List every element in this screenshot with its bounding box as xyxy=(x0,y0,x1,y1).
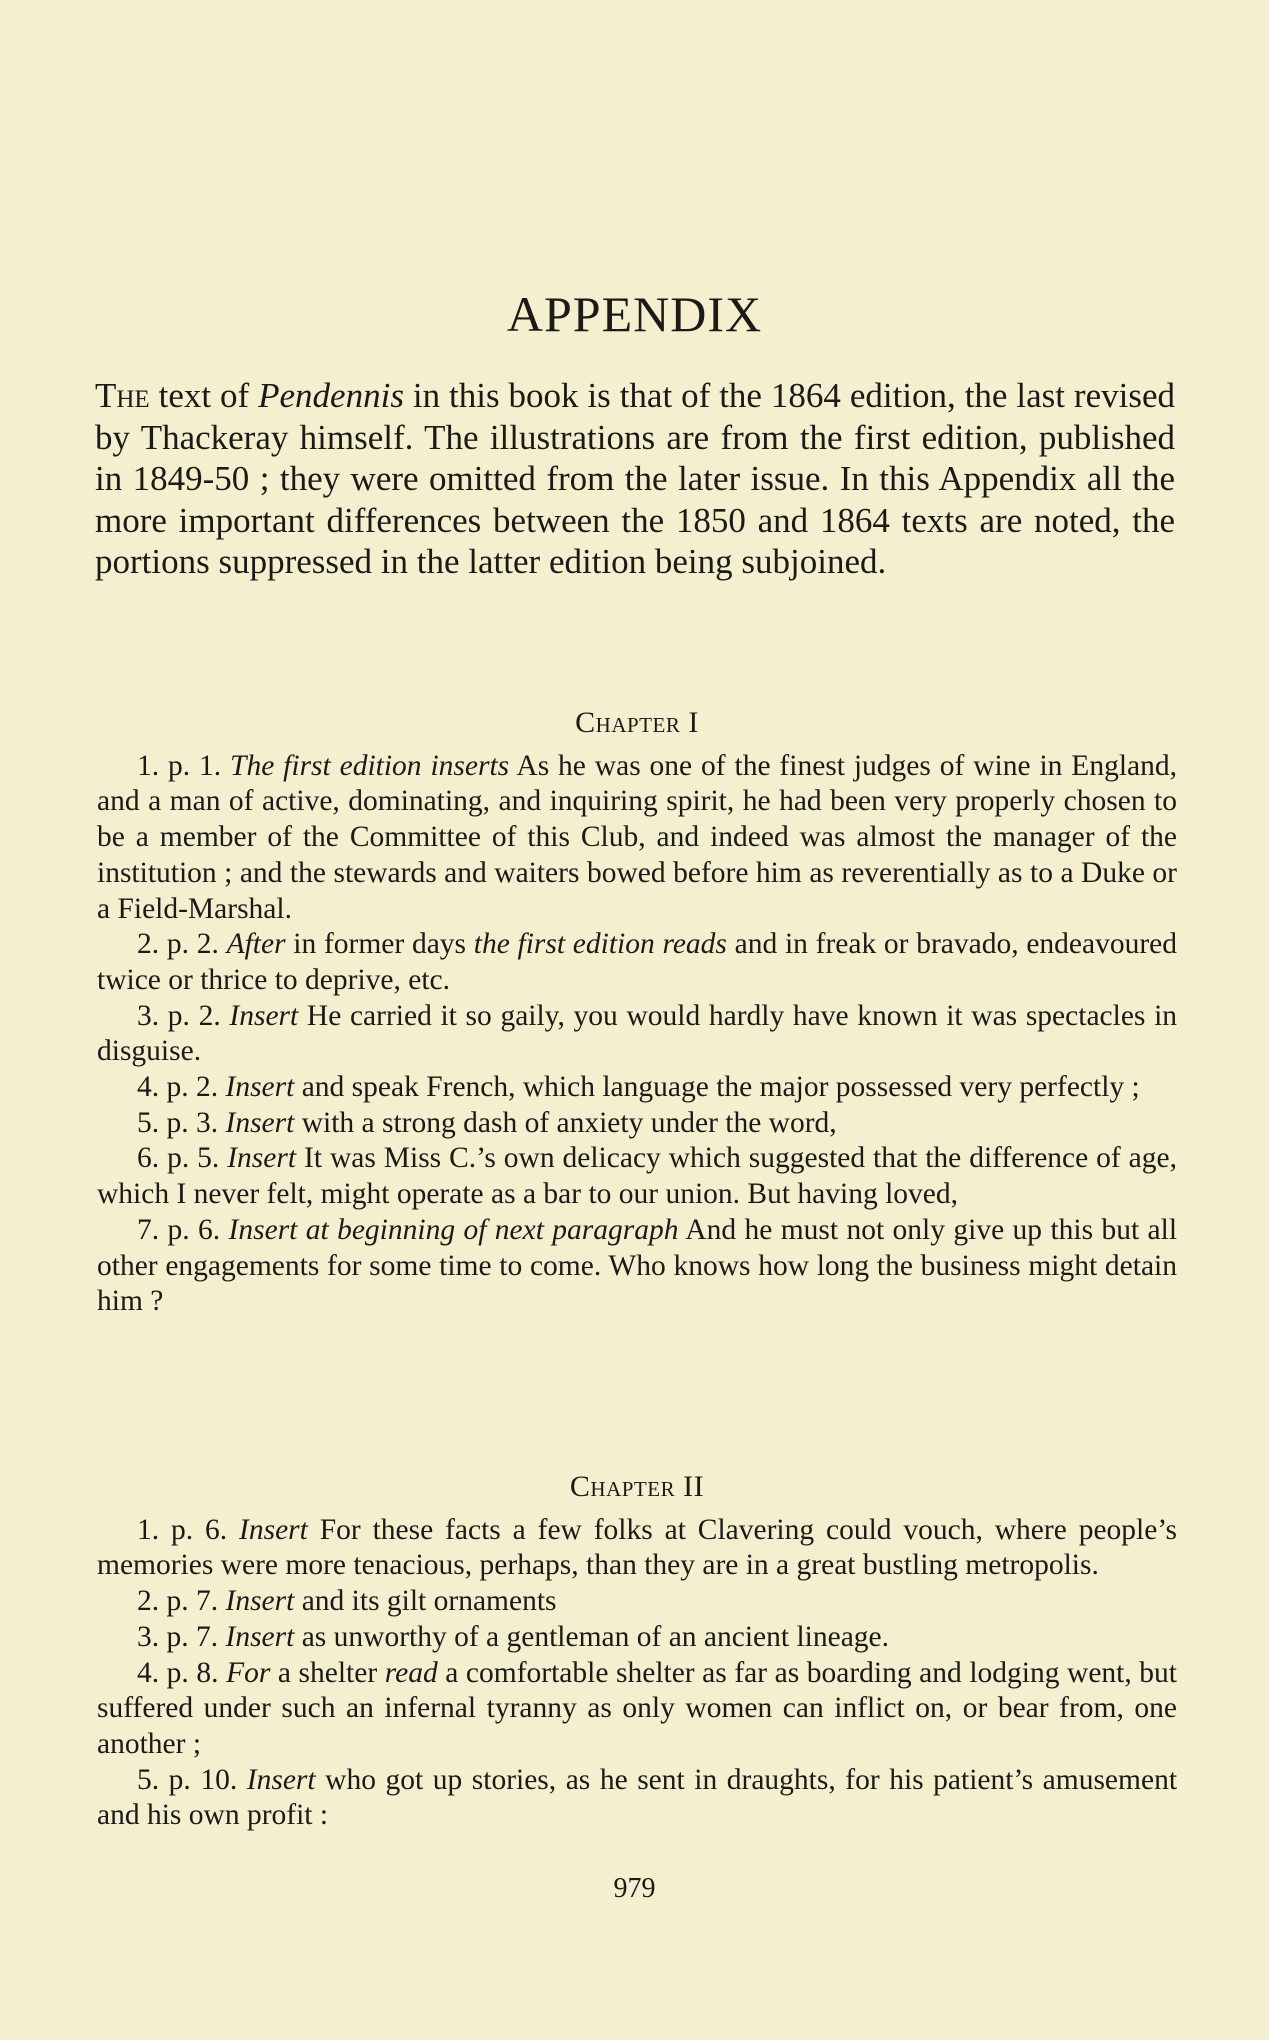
note-item xyxy=(97,1763,1177,1834)
note-instruction: Insert xyxy=(227,1142,297,1175)
chapter-heading: Chapter I xyxy=(575,706,699,739)
note-text: with a strong dash of anxiety under the word, xyxy=(294,1106,837,1139)
note-ref: 5. p. 10. xyxy=(137,1763,238,1796)
note-ref: 5. p. 3. xyxy=(137,1106,219,1139)
note-ref: 2. p. 2. xyxy=(137,928,219,961)
intro-text-1: text of xyxy=(149,376,259,415)
note-item xyxy=(97,1513,1177,1584)
note-ref: 6. p. 5. xyxy=(137,1142,220,1175)
intro-text-2: in this book is that of the 1864 edition, the last revised by Thackeray himself. The illustrations are from the first edition, published in 1849-50 ; they were omitted from the later issue. In this Appendix all the more important differences between the 1850 and 1864 texts are noted, the portions suppressed in the latter edition being subjoined. xyxy=(95,376,1175,581)
note-instruction: After xyxy=(226,928,286,961)
note-instruction: Insert xyxy=(225,1106,295,1139)
note-item xyxy=(97,1620,1177,1656)
note-text: as unworthy of a gentleman of an ancient lineage. xyxy=(294,1620,890,1653)
note-ref: 1. p. 6. xyxy=(137,1513,228,1546)
chapter-2-section xyxy=(97,1469,1177,1834)
note-item xyxy=(97,999,1177,1070)
note-text: and speak French, which language the major possessed very perfectly ; xyxy=(294,1071,1140,1104)
note-text: a comfortable shelter as far as boarding and lodging went, but suffered under such an infernal tyranny as only women can inflict on, or bear from, one another ; xyxy=(97,1656,1177,1760)
note-instruction: For xyxy=(226,1656,271,1689)
note-ref: 7. p. 6. xyxy=(137,1213,221,1246)
chapter-1-section xyxy=(97,705,1177,1320)
note-text: a shelter xyxy=(270,1656,385,1689)
note-instruction: read xyxy=(384,1656,438,1689)
note-ref: 3. p. 2. xyxy=(137,999,221,1032)
note-item xyxy=(97,1106,1177,1142)
intro-lead-word: The xyxy=(95,376,150,415)
book-title: Pendennis xyxy=(258,376,404,415)
note-instruction: The first edition inserts xyxy=(230,749,510,782)
note-instruction: Insert xyxy=(229,999,299,1032)
note-item xyxy=(97,927,1177,998)
note-instruction: Insert at beginning of next paragraph xyxy=(228,1213,679,1246)
note-instruction: Insert xyxy=(225,1620,295,1653)
note-text: in former days xyxy=(285,928,474,961)
note-item xyxy=(97,749,1177,928)
note-instruction: Insert xyxy=(246,1763,316,1796)
note-item xyxy=(97,1656,1177,1763)
note-text: who got up stories, as he sent in draughts, for his patient’s amusement and his own profit : xyxy=(97,1763,1178,1832)
note-item xyxy=(97,1213,1177,1320)
note-instruction: Insert xyxy=(239,1513,308,1546)
note-text: For these facts a few folks at Clavering could vouch, where people’s memories were more tenacious, perhaps, than they are in a great bustling metropolis. xyxy=(97,1513,1178,1582)
note-text: and in freak or bravado, endeavoured twice or thrice to deprive, etc. xyxy=(97,928,1178,996)
note-item xyxy=(97,1141,1177,1212)
page-title: APPENDIX xyxy=(506,286,763,342)
intro-paragraph xyxy=(95,375,1175,583)
note-text: As he was one of the finest judges of wine in England, and a man of active, dominating, and inquiring spirit, he had been very properly chosen to be a member of the Committee of this Club, and indeed was almost the manager of the institution ; and the stewards and waiters bowed before him as reverentially as to a Duke or a Field-Marshal. xyxy=(97,749,1177,925)
note-instruction: Insert xyxy=(225,1585,295,1618)
page-number: 979 xyxy=(613,1873,656,1904)
note-ref: 2. p. 7. xyxy=(137,1585,219,1618)
chapter-heading: Chapter II xyxy=(569,1470,705,1503)
note-ref: 4. p. 8. xyxy=(137,1656,219,1689)
note-ref: 4. p. 2. xyxy=(137,1071,219,1104)
note-instruction: the first edition reads xyxy=(473,928,727,961)
note-item xyxy=(97,1070,1177,1106)
note-text: He carried it so gaily, you would hardly have known it was spectacles in disguise. xyxy=(97,999,1178,1068)
note-ref: 3. p. 7. xyxy=(137,1620,219,1653)
note-item xyxy=(97,1584,1177,1620)
note-text: And he must not only give up this but all other engagements for some time to come. Who knows how long the business might detain him ? xyxy=(97,1213,1178,1318)
note-ref: 1. p. 1. xyxy=(137,749,222,782)
note-text: It was Miss C.’s own delicacy which suggested that the difference of age, which I never felt, might operate as a bar to our union. But having loved, xyxy=(97,1142,1177,1211)
note-text: and its gilt ornaments xyxy=(294,1585,557,1618)
note-instruction: Insert xyxy=(225,1071,295,1104)
